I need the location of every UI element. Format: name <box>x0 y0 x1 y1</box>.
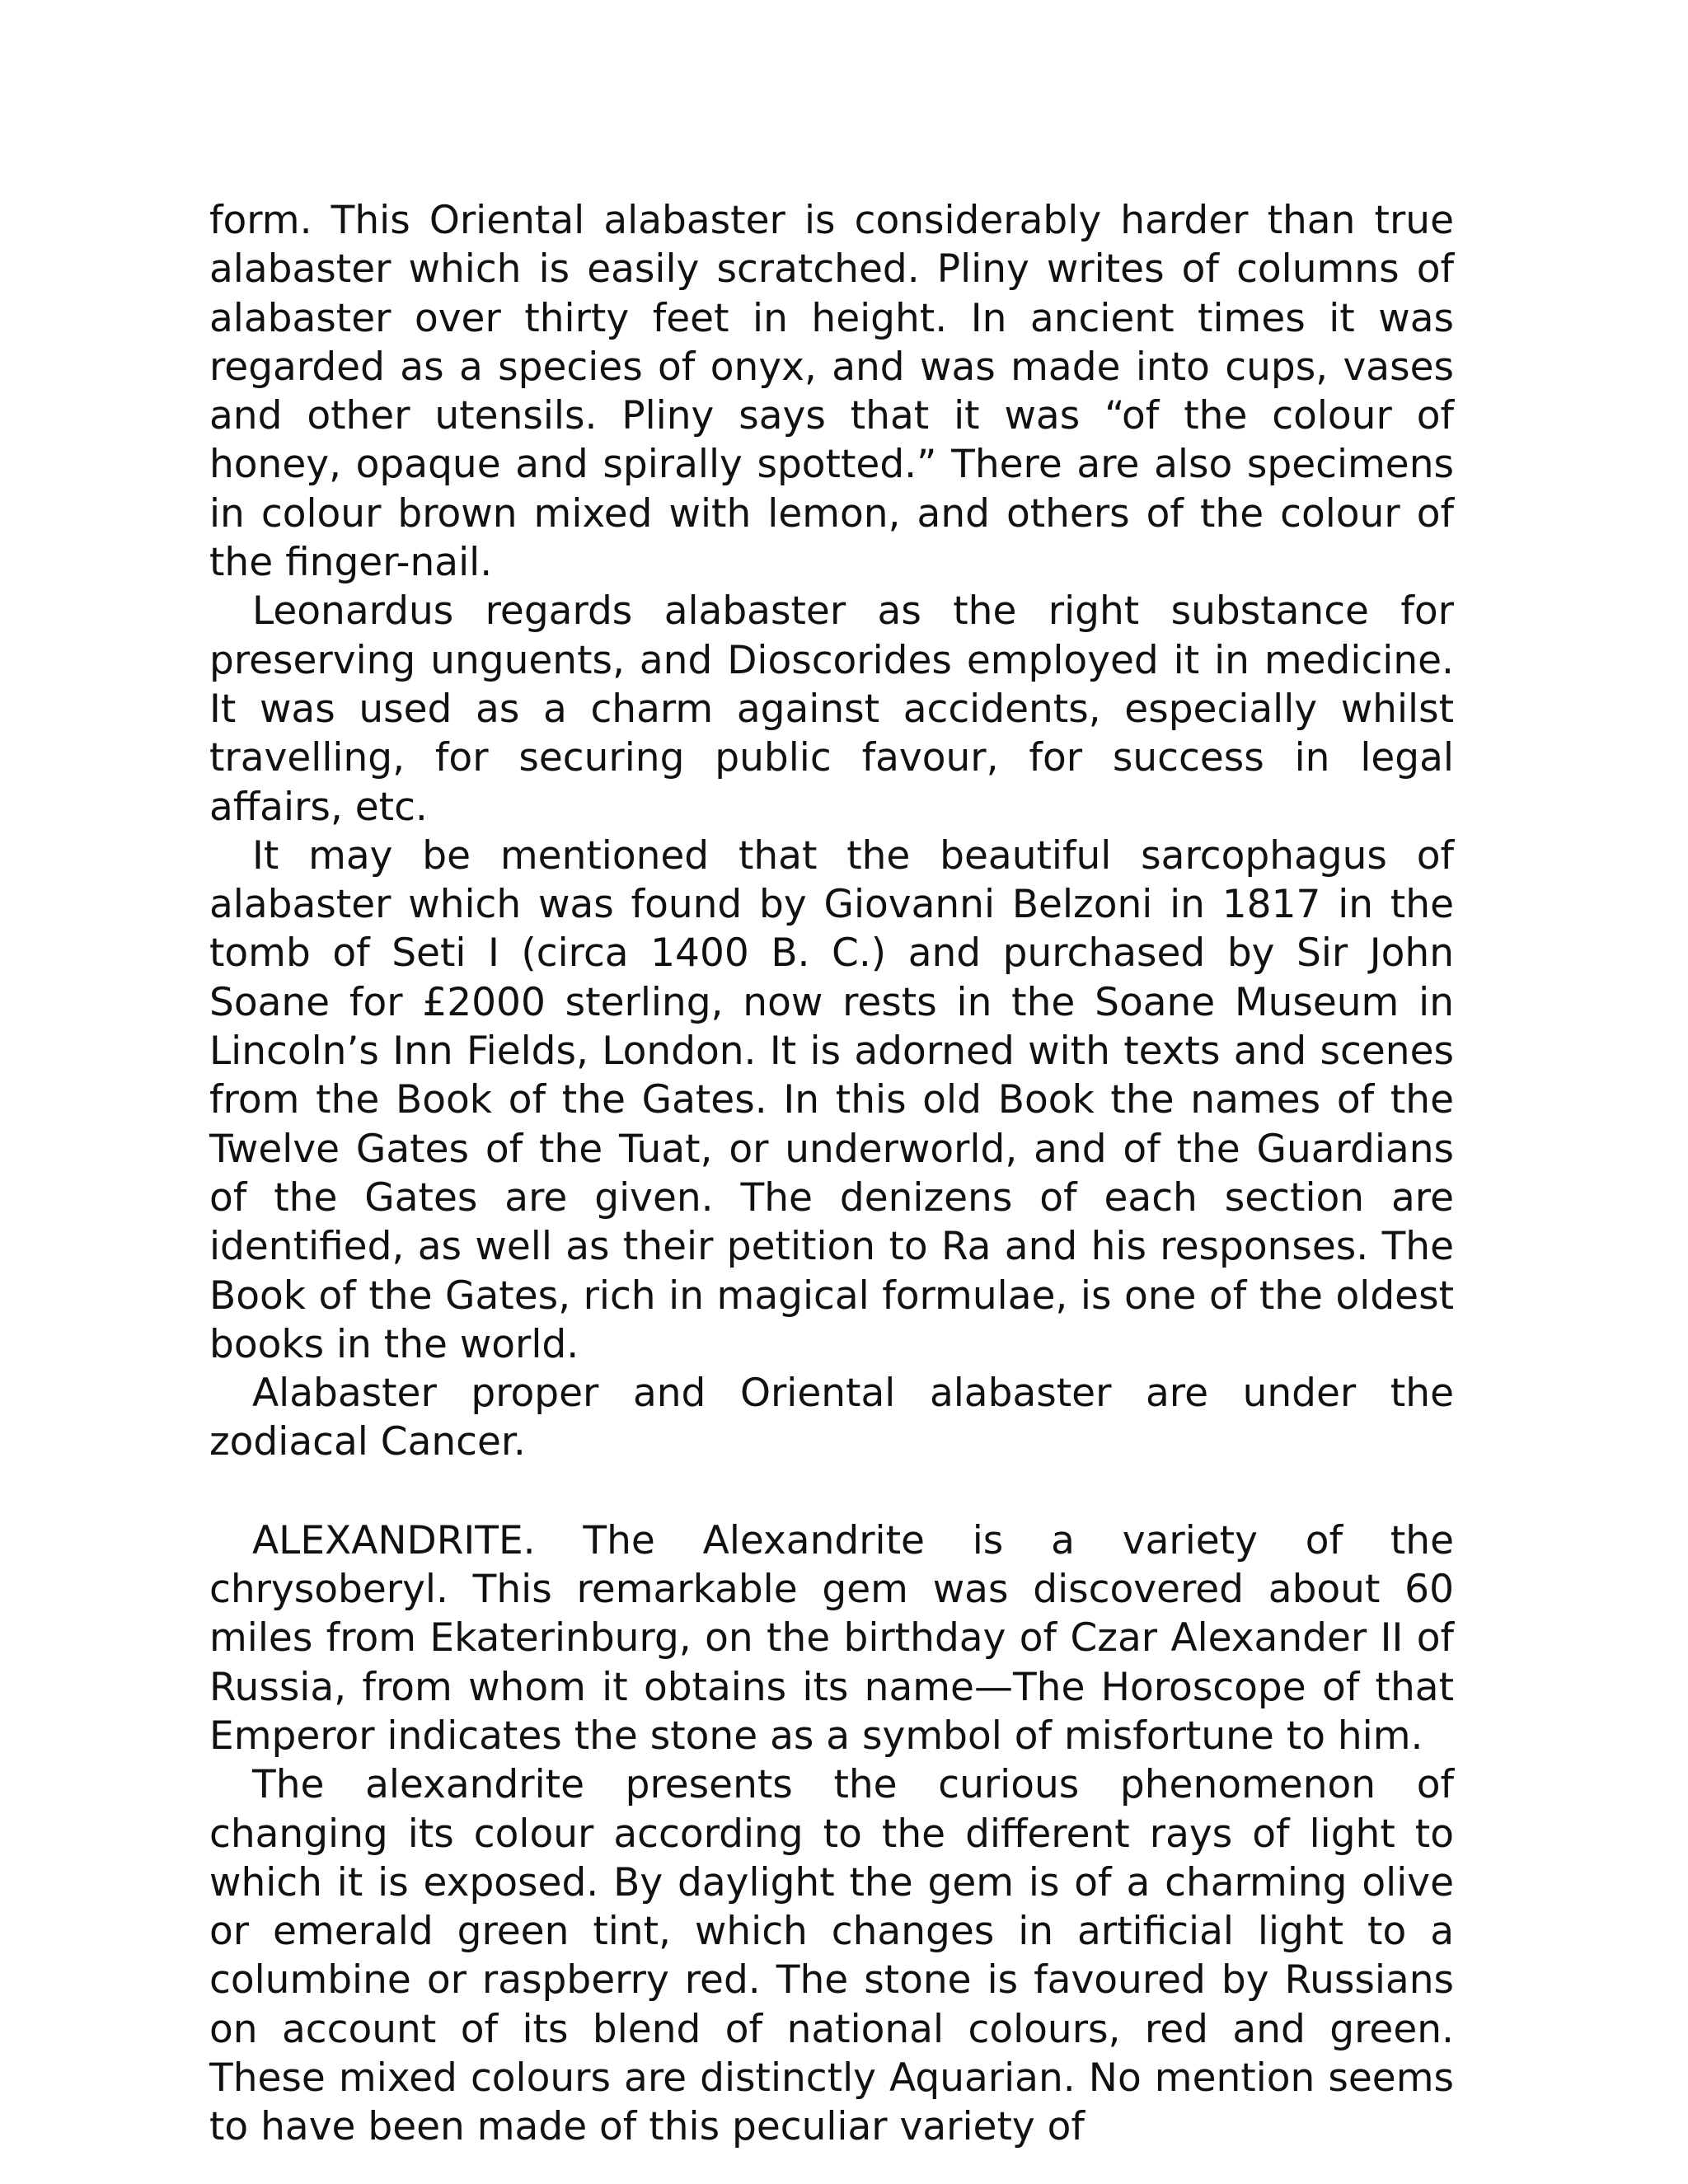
paragraph: Leonardus regards alabaster as the right substance for preserving unguents, and Dioscorides employed it in medicine. It was used as a charm against accidents, especially whilst travelling, for securing public favour, for success in legal affairs, etc. <box>209 588 1454 830</box>
paragraph: Alabaster proper and Oriental alabaster are under the zodiacal Cancer. <box>209 1371 1454 1465</box>
paragraph: It may be mentioned that the beautiful sarcophagus of alabaster which was found by Giovanni Belzoni in 1817 in the tomb of Seti I (circa 1400 B. C.) and purchased by Sir John Soane for £2000 sterling, now rests in the Soane Museum in Lincoln’s Inn Fields, London. It is adorned with texts and scenes from the Book of the Gates. In this old Book the names of the Twelve Gates of the Tuat, or underworld, and of the Guardians of the Gates are given. The denizens of each section are identified, as well as their petition to Ra and his responses. The Book of the Gates, rich in magical formulae, is one of the oldest books in the world. <box>209 832 1454 1367</box>
paragraph: The alexandrite presents the curious phenomenon of changing its colour according to the different rays of light to which it is exposed. By daylight the gem is of a charming olive or emerald green tint, which changes in artificial light to a columbine or raspberry red. The stone is favoured by Russians on account of its blend of national colours, red and green. These mixed colours are distinctly Aquarian. No mention seems to have been made of this peculiar variety of <box>209 1762 1454 2150</box>
paragraph-alexandrite-heading: ALEXANDRITE. The Alexandrite is a variety of the chrysoberyl. This remarkable gem was discovered about 60 miles from Ekaterinburg, on the birthday of Czar Alexander II of Russia, from whom it obtains its name—The Horoscope of that Emperor indicates the stone as a symbol of misfortune to him. <box>209 1517 1454 1759</box>
paragraph: form. This Oriental alabaster is considerably harder than true alabaster which is easily scratched. Pliny writes of columns of alabaster over thirty feet in height. In ancient times it was regarded as a species of onyx, and was made into cups, vases and other utensils. Pliny says that it was “of the colour of honey, opaque and spirally spotted.” There are also specimens in colour brown mixed with lemon, and others of the colour of the finger-nail. <box>209 198 1454 586</box>
page-body <box>209 196 1454 2152</box>
